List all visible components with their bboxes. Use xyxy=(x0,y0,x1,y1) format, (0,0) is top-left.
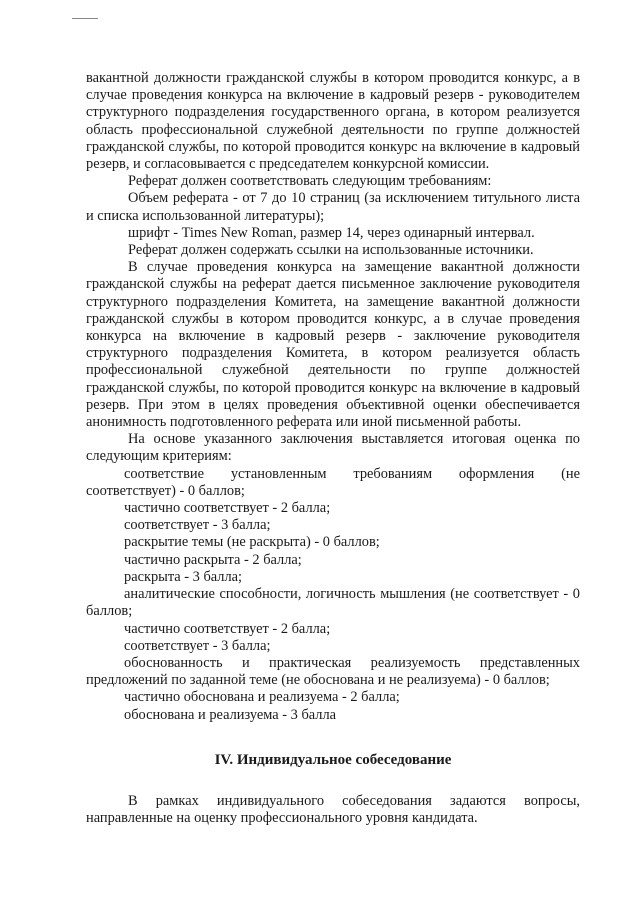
paragraph-interview: В рамках индивидуального собеседования задаются вопросы, направленные на оценку профессионального уровня кандидата. xyxy=(86,792,580,827)
paragraph-volume: Объем реферата - от 7 до 10 страниц (за исключением титульного листа и списка использованной литературы); xyxy=(86,190,580,224)
paragraph-font: шрифт - Times New Roman, размер 14, через одинарный интервал. xyxy=(128,224,535,241)
paragraph-continuation: вакантной должности гражданской службы в котором проводится конкурс, а в случае проведения конкурса на включение в кадровый резерв - руководителем структурного подразделения государственного органа, в котором реализуется область профессиональной служебной деятельности по группе должностей гражданской службы, по которой проводится конкурс на включение в кадровый резерв, и согласовывается с председателем конкурсной комиссии. xyxy=(86,70,580,173)
criterion-item: обоснована и реализуема - 3 балла xyxy=(124,706,337,723)
corner-mark xyxy=(72,18,98,19)
criterion-item: частично соответствует - 2 балла; xyxy=(124,620,331,637)
paragraph-references: Реферат должен содержать ссылки на использованные источники. xyxy=(128,242,534,259)
paragraph-conclusion: В случае проведения конкурса на замещение вакантной должности гражданской службы на реферат дается письменное заключение руководителя структурного подразделения Комитета, на замещение вакантной должности гражданской службы в котором проводится конкурс, а в случае проведения конкурса на включение в кадровый резерв - заключение руководителя структурного подразделения Комитета, в котором реализуется область профессиональной служебной деятельности по группе должностей гражданской службы, по которой проводится конкурс на включение в кадровый резерв. При этом в целях проведения объективной оценки обеспечивается анонимность подготовленного реферата или иной письменной работы. xyxy=(86,259,580,431)
document-body xyxy=(86,70,580,827)
criterion-item: частично обоснована и реализуема - 2 балла; xyxy=(124,689,400,706)
criterion-item: раскрыта - 3 балла; xyxy=(124,568,243,585)
paragraph-requirements-intro: Реферат должен соответствовать следующим требованиям: xyxy=(128,173,492,190)
criterion-item: раскрытие темы (не раскрыта) - 0 баллов; xyxy=(124,534,380,551)
criterion-item: соответствует - 3 балла; xyxy=(124,517,271,534)
criterion-item: аналитические способности, логичность мышления (не соответствует - 0 баллов; xyxy=(86,586,580,620)
section-heading: IV. Индивидуальное собеседование xyxy=(214,751,452,768)
criterion-item: обоснованность и практическая реализуемость представленных предложений по заданной теме (не обоснована и не реализуема) - 0 баллов; xyxy=(86,654,580,689)
criterion-item: соответствие установленным требованиям оформления (не соответствует) - 0 баллов; xyxy=(86,465,580,499)
criterion-item: частично раскрыта - 2 балла; xyxy=(124,551,302,568)
criterion-item: соответствует - 3 балла; xyxy=(124,637,271,654)
criterion-item: частично соответствует - 2 балла; xyxy=(124,500,331,517)
paragraph-criteria-intro: На основе указанного заключения выставляется итоговая оценка по следующим критериям: xyxy=(86,431,580,465)
